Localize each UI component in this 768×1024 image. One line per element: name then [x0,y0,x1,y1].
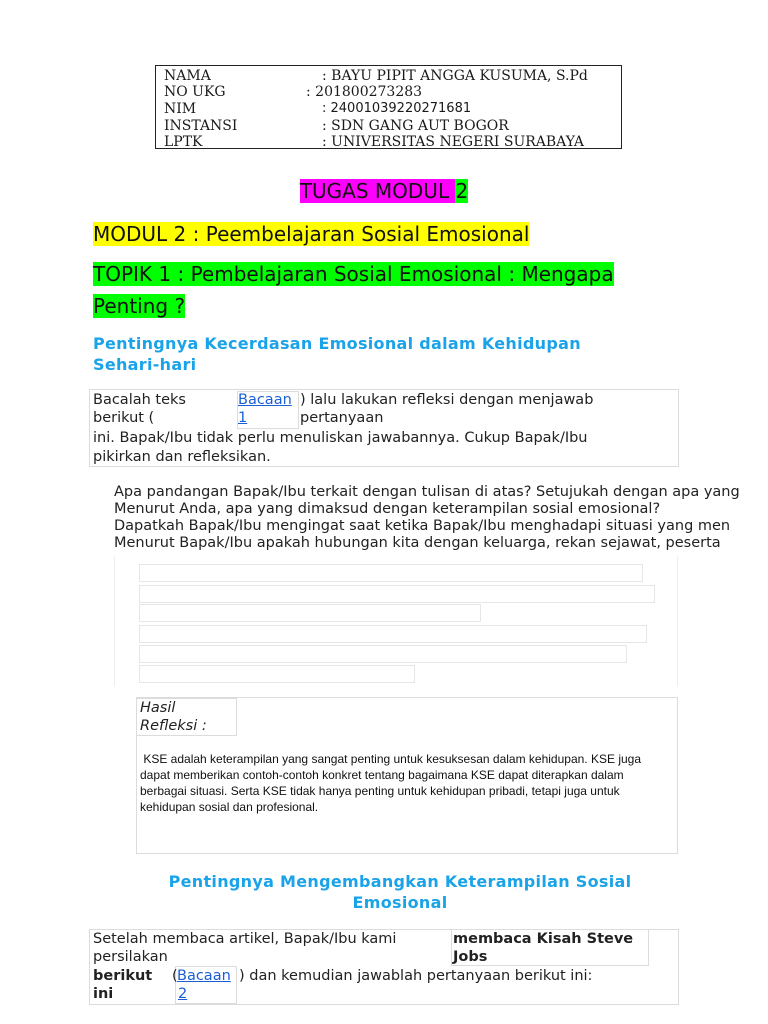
identity-label: NO UKG [164,84,226,100]
answer-line: berbagai situasi. Serta KSE tidak hanya penting untuk kehidupan pribadi, tetapi juga untuk [140,784,620,798]
identity-label: LPTK [164,134,203,150]
identity-label: INSTANSI [164,118,238,134]
bacaan-2-link-number[interactable] [178,985,187,1004]
instruction-fragment: pertanyaan [300,410,384,426]
identity-value: : UNIVERSITAS NEGERI SURABAYA [322,134,584,150]
bold-text [93,967,152,986]
title-text: TUGAS MODUL [299,179,456,203]
instruction-fragment: pikirkan dan refleksikan. [93,449,271,465]
identity-value: : BAYU PIPIT ANGGA KUSUMA, S.Pd [322,68,588,84]
instruction-text [93,409,154,428]
instruction-text [93,391,186,410]
bold-text [93,985,113,1004]
reflection-label [140,699,207,735]
bold-text [453,930,633,949]
question-item: Apa pandangan Bapak/Ibu terkait dengan tulisan di atas? Setujukah dengan apa yang [114,484,740,500]
instruction-text [93,930,396,949]
instruction-text [239,967,592,986]
label-line: Hasil [140,700,176,716]
label-line: Refleksi : [140,718,207,734]
instruction-text [300,391,593,410]
paren: ( [172,968,178,984]
identity-label: NIM [164,101,197,117]
answer-line: kehidupan sosial dan profesional. [140,800,319,814]
bold-fragment: ini [93,986,114,1002]
bold-fragment: Jobs [453,949,488,965]
instruction-text [300,409,383,428]
instruction-text [93,429,588,448]
instruction-fragment: berikut ( [93,410,155,426]
module-name: 2 : Peembelajaran Sosial Emosional [173,222,530,246]
heading-line: Emosional [352,893,448,912]
topic-prefix: TOPIK 1 : [93,262,191,286]
instruction-fragment: ini. Bapak/Ibu tidak perlu menuliskan jawabannya. Cukup Bapak/Ibu [93,430,588,446]
topic-line-2: Penting ? [93,294,186,318]
link-text[interactable]: 2 [178,986,188,1002]
link-text[interactable]: 1 [238,410,248,426]
placeholder-line [139,645,627,663]
placeholder-line [139,564,643,582]
identity-value: : 201800273283 [306,84,423,100]
placeholder-line [139,625,647,643]
faded-placeholder-area [114,556,678,686]
identity-value: : 24001039220271681 [322,101,472,116]
instruction-fragment: persilakan [93,949,168,965]
heading-line: Sehari-hari [93,355,197,374]
instruction-fragment: Setelah membaca artikel, Bapak/Ibu kami [93,931,397,947]
instruction-fragment: ) lalu lakukan refleksi dengan menjawab [300,392,594,408]
title-number: 2 [455,179,469,203]
document-title [0,178,768,204]
bold-fragment: berikut [93,968,153,984]
answer-line: KSE adalah keterampilan yang sangat penting untuk kesuksesan dalam kehidupan. KSE juga [140,752,641,766]
module-prefix: MODUL [93,222,174,246]
identity-value: : SDN GANG AUT BOGOR [322,118,509,134]
bacaan-2-link[interactable] [177,967,231,986]
bacaan-1-link[interactable] [238,391,292,410]
instruction-text [93,948,168,967]
question-item: Menurut Bapak/Ibu apakah hubungan kita dengan keluarga, rekan sejawat, peserta [114,535,721,551]
identity-label: NAMA [164,68,211,84]
question-item: Menurut Anda, apa yang dimaksud dengan keterampilan sosial emosional? [114,501,661,517]
topic-line-1: Pembelajaran Sosial Emosional : Mengapa [190,262,614,286]
module-title [93,220,529,248]
instruction-fragment: ) dan kemudian jawablah pertanyaan berikut ini: [239,968,593,984]
placeholder-line [139,665,415,683]
bacaan-1-link-number[interactable] [238,409,247,428]
answer-line: dapat memberikan contoh-contoh konkret tentang bagaimana KSE dapat diterapkan dalam [140,768,624,782]
section-heading-keterampilan [120,871,680,913]
bold-fragment: membaca Kisah Steve [453,931,634,947]
reflection-answer-text [140,751,672,815]
link-text[interactable]: Bacaan [238,392,292,408]
link-text[interactable]: Bacaan [177,968,231,984]
placeholder-line [139,585,655,603]
placeholder-line [139,604,481,622]
question-item: Dapatkah Bapak/Ibu mengingat saat ketika Bapak/Ibu menghadapi situasi yang men [114,518,731,534]
topic-title [93,258,693,322]
heading-line: Pentingnya Kecerdasan Emosional dalam Kehidupan [93,334,581,353]
section-heading-kecerdasan [93,333,693,375]
bold-text [453,948,487,967]
instruction-text [93,448,271,467]
instruction-fragment: Bacalah teks [93,392,186,408]
heading-line: Pentingnya Mengembangkan Keterampilan Sosial [168,872,632,891]
identity-table [155,65,622,149]
